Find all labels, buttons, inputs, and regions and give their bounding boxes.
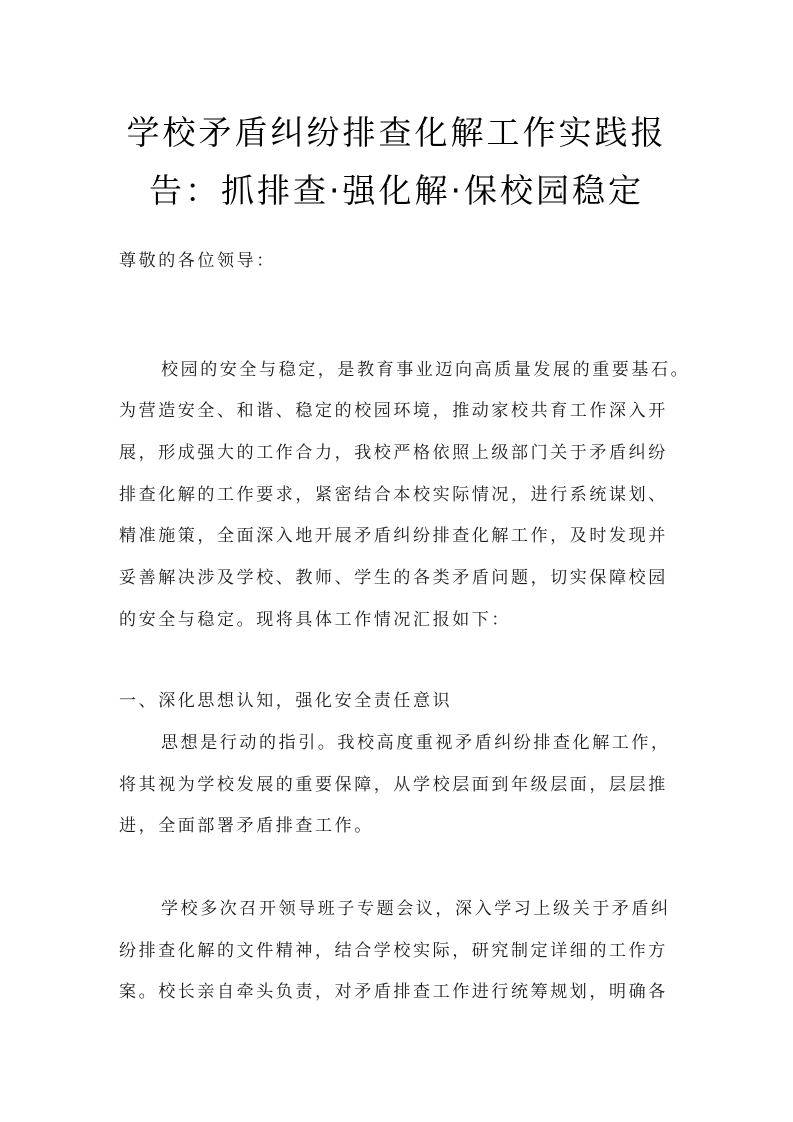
section-1-heading: 一、深化思想认知，强化安全责任意识 xyxy=(119,691,453,711)
document-title-line-1: 学校矛盾纠纷排查化解工作实践报 xyxy=(126,113,667,152)
section-1-paragraph-1-line: 思想是行动的指引。我校高度重视矛盾纠纷排查化解工作， xyxy=(161,733,671,753)
section-1-paragraph-2-line: 纷排查化解的文件精神，结合学校实际，研究制定详细的工作方 xyxy=(119,941,668,961)
intro-paragraph-line: 的安全与稳定。现将具体工作情况汇报如下： xyxy=(119,610,511,630)
intro-paragraph-line: 校园的安全与稳定，是教育事业迈向高质量发展的重要基石。 xyxy=(161,360,691,380)
intro-paragraph-line: 排查化解的工作要求，紧密结合本校实际情况，进行系统谋划、 xyxy=(119,485,668,505)
section-1-paragraph-2-line: 案。校长亲自牵头负责，对矛盾排查工作进行统筹规划，明确各 xyxy=(119,982,668,1002)
document-title-line-2: 告：抓排查·强化解·保校园稳定 xyxy=(149,171,644,210)
intro-paragraph-line: 精准施策，全面深入地开展矛盾纠纷排查化解工作，及时发现并 xyxy=(119,526,668,546)
section-1-paragraph-2-line: 学校多次召开领导班子专题会议，深入学习上级关于矛盾纠 xyxy=(161,899,671,919)
section-1-paragraph-1-line: 进，全面部署矛盾排查工作。 xyxy=(119,816,374,836)
intro-paragraph-line: 妥善解决涉及学校、教师、学生的各类矛盾问题，切实保障校园 xyxy=(119,568,668,588)
intro-paragraph-line: 展，形成强大的工作合力，我校严格依照上级部门关于矛盾纠纷 xyxy=(119,443,668,463)
intro-paragraph-line: 为营造安全、和谐、稳定的校园环境，推动家校共育工作深入开 xyxy=(119,401,668,421)
section-1-paragraph-1-line: 将其视为学校发展的重要保障，从学校层面到年级层面，层层推 xyxy=(119,775,668,795)
salutation: 尊敬的各位领导： xyxy=(119,251,276,271)
